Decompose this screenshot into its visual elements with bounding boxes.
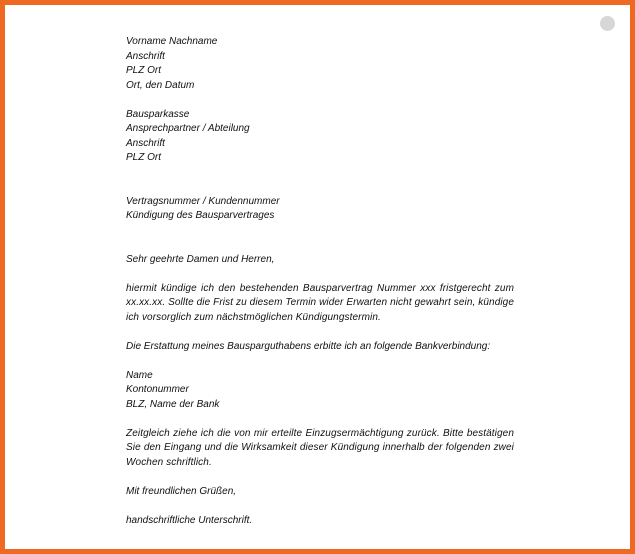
circle-icon[interactable] <box>600 16 615 31</box>
spacer <box>126 499 514 514</box>
bank-blz: BLZ, Name der Bank <box>126 398 220 410</box>
spacer <box>126 93 514 108</box>
sender-address: Anschrift <box>126 50 165 62</box>
recipient-zip-city: PLZ Ort <box>126 152 162 163</box>
spacer <box>126 412 514 427</box>
sender-place-date: Ort, den Datum <box>126 79 195 91</box>
subject-title: Kündigung des Bausparvertrages <box>126 210 275 221</box>
paragraph-termination: hiermit kündige ich den bestehenden Bausparvertrag Nummer xxx fristgerecht zum xx.xx.xx. Sollte die Frist zu diesem Termin wider Erwarten nicht gewahrt sein, kündige ich vorsorglich zum nächstmöglichen Kündigungstermin. <box>126 282 514 323</box>
recipient-address: Anschrift <box>126 137 165 149</box>
spacer <box>126 354 514 369</box>
signature: handschriftliche Unterschrift. <box>126 514 253 526</box>
paragraph-refund: Die Erstattung meines Bausparguthabens erbitte ich an folgende Bankverbindung: <box>126 340 491 352</box>
spacer <box>126 325 514 340</box>
bank-name: Name <box>126 369 153 381</box>
salutation: Sehr geehrte Damen und Herren, <box>126 253 275 265</box>
subject-block <box>126 195 514 224</box>
recipient-institution: Bausparkasse <box>126 108 190 120</box>
sender-zip-city: PLZ Ort <box>126 65 162 76</box>
sender-name: Vorname Nachname <box>126 36 218 47</box>
subject-numbers: Vertragsnummer / Kundennummer <box>126 195 280 207</box>
spacer <box>126 267 514 282</box>
paragraph-revocation: Zeitgleich ziehe ich die von mir erteilte Einzugsermächtigung zurück. Bitte bestätigen Sie den Eingang und die Wirksamkeit dieser Kündigung innerhalb der folgenden zwei Wochen schriftlich. <box>126 427 514 468</box>
letter-document <box>126 35 514 528</box>
sender-block <box>126 35 514 93</box>
bank-block <box>126 369 514 413</box>
spacer <box>126 166 514 195</box>
recipient-contact: Ansprechpartner / Abteilung <box>126 123 250 134</box>
closing: Mit freundlichen Grüßen, <box>126 485 237 497</box>
bank-account: Kontonummer <box>126 384 189 395</box>
spacer <box>126 470 514 485</box>
spacer <box>126 224 514 253</box>
recipient-block <box>126 108 514 166</box>
